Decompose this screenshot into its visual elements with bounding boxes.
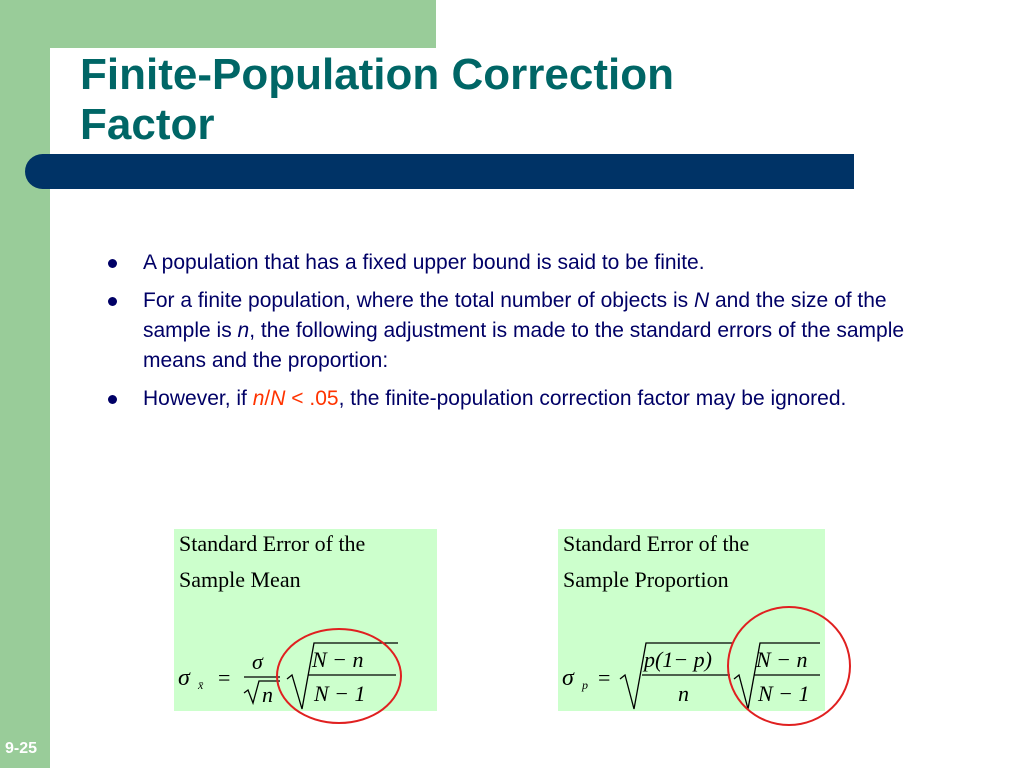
variable-n: n [252,387,265,410]
subscript-x-bar: x̄ [198,678,204,692]
top-decoration-band [0,0,436,48]
variable-n: n [237,319,250,342]
bullet-item [108,248,938,278]
subscript-p: p [582,678,588,692]
proportion-caption-line-1: Standard Error of the [563,531,750,556]
bullet-item [108,286,938,376]
bullet-text: , the following adjustment is made to the standard errors of the sample means and the proportion: [143,319,905,372]
correction-numerator: N − n [756,647,808,672]
bullet-list [108,248,938,422]
title-line-2: Factor [80,100,215,149]
title-underline-bar [25,154,854,189]
sigma-symbol: σ [178,665,190,691]
slash: / [264,387,271,410]
correction-denominator: N − 1 [314,681,366,706]
mean-caption-line-2: Sample Mean [179,567,301,592]
proportion-caption-line-2: Sample Proportion [563,567,729,592]
equals-sign: = [598,665,611,690]
bullet-text: A population that has a fixed upper bound is said to be finite. [143,251,705,274]
title-line-1: Finite-Population Correction [80,50,674,99]
correction-numerator: N − n [312,647,364,672]
variable-N: N [270,387,286,410]
variable-N: N [693,289,710,312]
bullet-dot-icon [108,259,117,268]
bullet-text: and the size of the sample is [143,289,887,342]
bullet-text: However, if [143,387,253,410]
proportion-numerator: p(1− p) [644,647,712,672]
sigma-symbol: σ [562,665,574,691]
sample-size-n: n [262,682,273,707]
mean-caption-line-1: Standard Error of the [179,531,366,556]
slide-title [80,50,840,150]
bullet-text: , the finite-population correction factor may be ignored. [338,387,847,410]
slide-number: 9-25 [5,740,38,757]
bullet-text: For a finite population, where the total number of objects is [143,289,694,312]
side-decoration-bar [0,0,50,768]
highlight-circle [276,628,402,724]
sigma-numerator: σ [252,649,263,674]
highlight-circle [727,606,851,726]
bullet-dot-icon [108,395,117,404]
correction-denominator: N − 1 [758,681,810,706]
condition-text: < .05 [285,387,339,410]
bullet-item [108,384,938,414]
bullet-dot-icon [108,297,117,306]
equals-sign: = [218,665,231,690]
sample-size-n: n [678,681,689,706]
